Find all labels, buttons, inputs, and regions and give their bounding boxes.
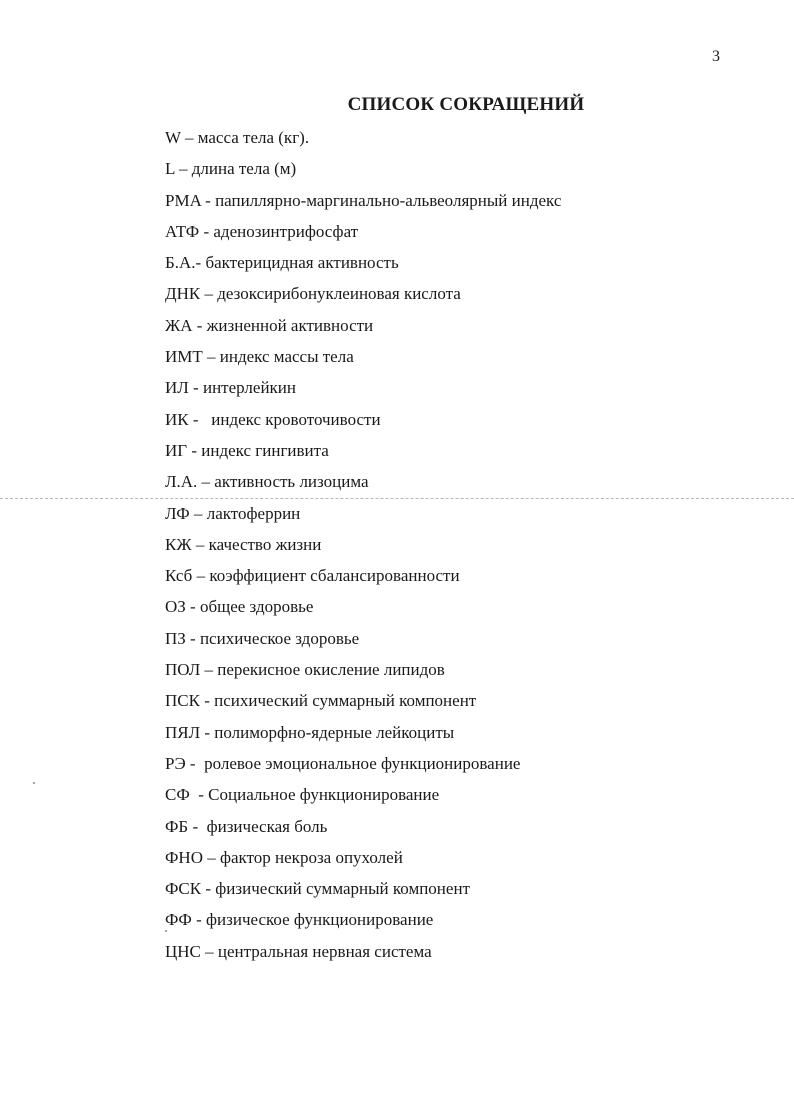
abbreviation-item: ФНО – фактор некроза опухолей <box>165 847 403 867</box>
scan-artifact-speck <box>165 930 167 932</box>
abbreviation-item: W – масса тела (кг). <box>165 128 310 147</box>
abbreviation-item: ЛФ – лактоферрин <box>165 503 301 523</box>
abbreviation-item: ИЛ - интерлейкин <box>165 378 296 398</box>
abbreviation-item: ДНК – дезоксирибонуклеиновая кислота <box>165 284 461 304</box>
abbreviation-item: Л.А. – активность лизоцима <box>165 472 369 492</box>
abbreviation-item: КЖ – качество жизни <box>165 534 322 554</box>
abbreviation-list <box>165 128 561 973</box>
abbreviation-item: СФ - Социальное функционирование <box>165 785 440 805</box>
abbreviation-item: ПЗ - психическое здоровье <box>165 628 360 648</box>
page-number: 3 <box>712 48 720 65</box>
abbreviation-item: АТФ - аденозинтрифосфат <box>165 221 359 241</box>
abbreviation-item: ФСК - физический суммарный компонент <box>165 879 470 899</box>
abbreviation-item: ЖА - жизненной активности <box>165 315 374 335</box>
abbreviation-item: PMA - папиллярно-маргинально-альвеолярный индекс <box>165 190 562 210</box>
abbreviation-item: ЦНС – центральная нервная система <box>165 941 432 961</box>
abbreviation-item: РЭ - ролевое эмоциональное функционирование <box>165 753 521 773</box>
abbreviation-item: ПСК - психический суммарный компонент <box>165 691 477 711</box>
abbreviation-item: ИК - индекс кровоточивости <box>165 409 381 429</box>
abbreviation-item: ИГ - индекс гингивита <box>165 440 329 460</box>
scan-artifact-speck <box>33 782 35 784</box>
abbreviation-item: ФФ - физическое функционирование <box>165 910 434 930</box>
abbreviation-item: ПОЛ – перекисное окисление липидов <box>165 660 445 680</box>
abbreviation-item: ИМТ – индекс массы тела <box>165 347 354 367</box>
abbreviation-item: ФБ - физическая боль <box>165 816 328 836</box>
abbreviation-item: ОЗ - общее здоровье <box>165 597 314 617</box>
scan-artifact-line <box>0 498 794 499</box>
abbreviation-item: Б.А.- бактерицидная активность <box>165 253 399 273</box>
abbreviation-item: ПЯЛ - полиморфно-ядерные лейкоциты <box>165 722 455 742</box>
abbreviation-item: Ксб – коэффициент сбалансированности <box>165 566 460 586</box>
page-title: СПИСОК СОКРАЩЕНИЙ <box>347 94 585 115</box>
abbreviation-item: L – длина тела (м) <box>165 159 297 179</box>
